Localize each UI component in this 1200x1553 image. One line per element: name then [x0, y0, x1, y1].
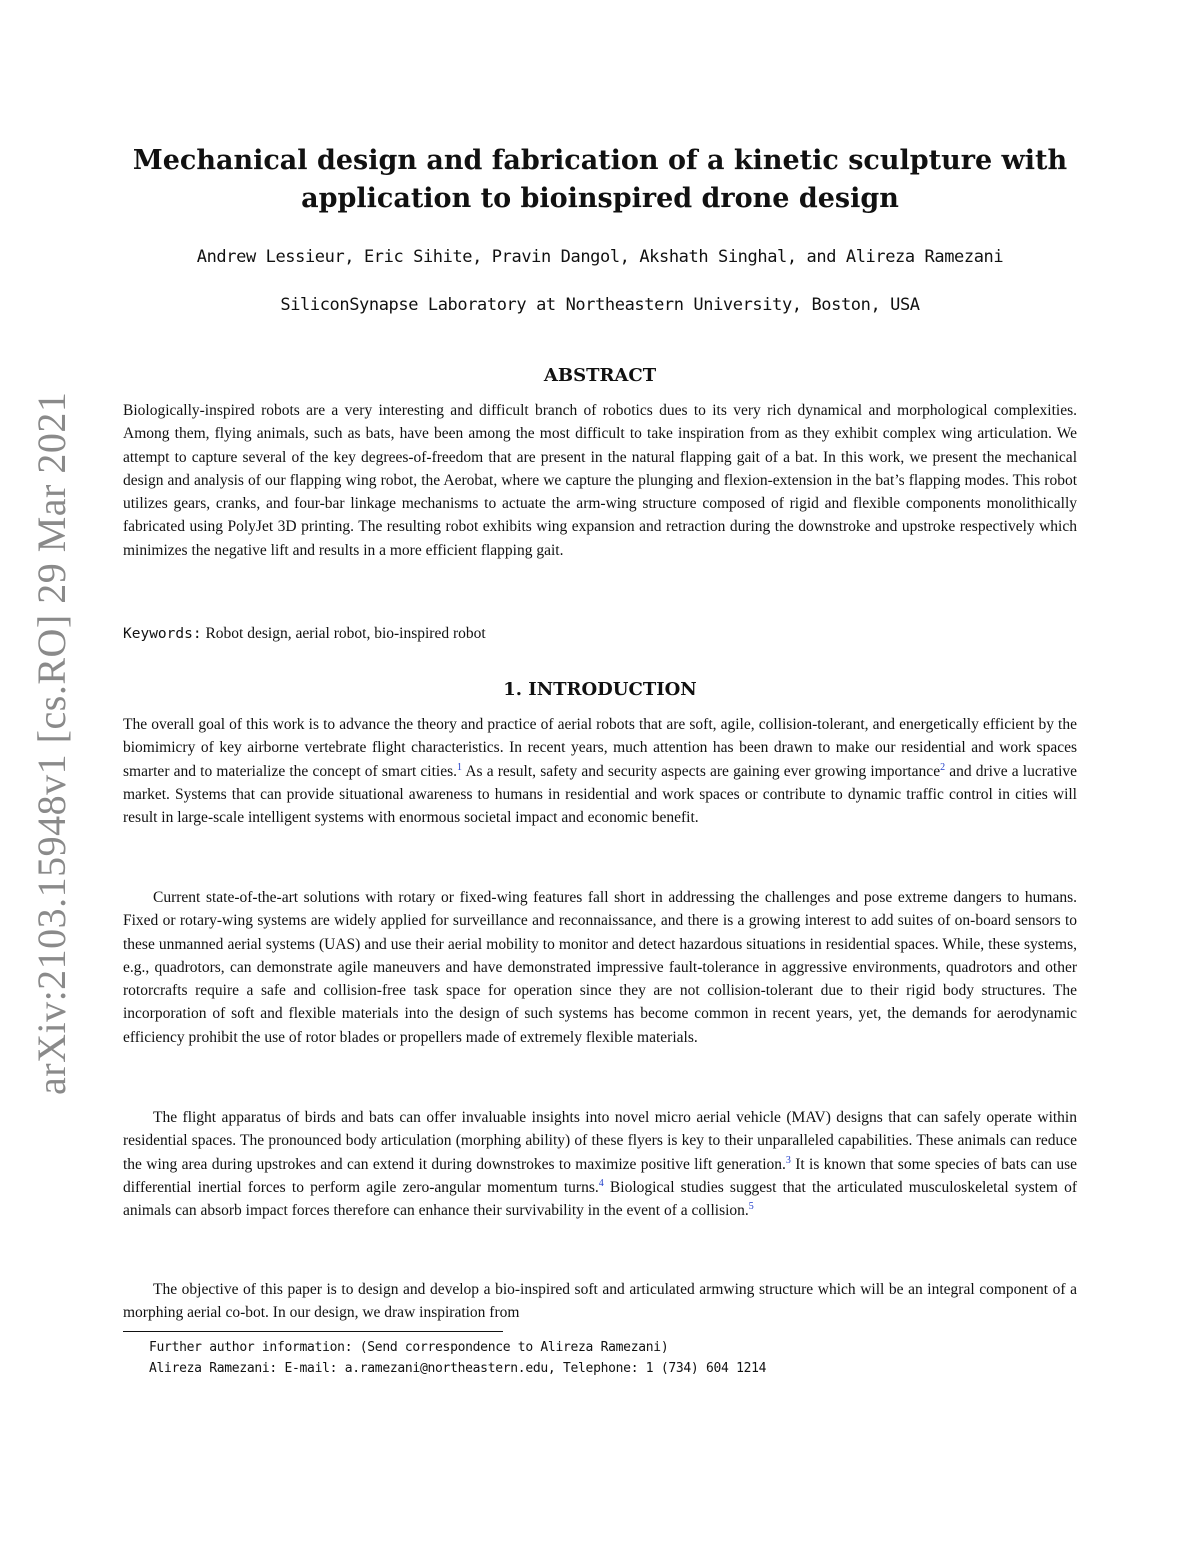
intro-p1-text-a: The overall goal of this work is to advance the theory and practice of aerial robots that are soft, agile, collision-tolerant, and energetically efficient by the biomimicry of key airborne vertebrate flight characteristics. In recent years, much attention has been drawn to make our residential and work spaces smarter and to materialize the concept of smart cities.: [123, 716, 1077, 780]
footnotes: [149, 1337, 1077, 1379]
intro-paragraph-1: [123, 713, 1077, 829]
author-affiliation: SiliconSynapse Laboratory at Northeastern University, Boston, USA: [280, 295, 920, 315]
introduction-heading: 1. INTRODUCTION: [503, 679, 697, 700]
citation-ref-2[interactable]: 2: [940, 761, 946, 773]
footnote-divider: [123, 1331, 503, 1332]
citation-ref-4[interactable]: 4: [598, 1177, 604, 1189]
keywords-line: [123, 622, 1077, 646]
citation-ref-5[interactable]: 5: [748, 1201, 754, 1213]
citation-ref-1[interactable]: 1: [457, 761, 463, 773]
abstract-section: [123, 399, 1077, 562]
abstract-text: Biologically-inspired robots are a very interesting and difficult branch of robotics dues to its very rich dynamical and morphological complexities. Among them, flying animals, such as bats, have been among the most difficult to take inspiration from as they exhibit complex wing articulation. We attempt to capture several of the key degrees-of-freedom that are present in the natural flapping gait of a bat. In this work, we present the mechanical design and analysis of our flapping wing robot, the Aerobat, where we capture the plunging and flexion-extension in the bat’s flapping modes. This robot utilizes gears, cranks, and four-bar linkage mechanisms to actuate the arm-wing structure composed of rigid and flexible components monolithically fabricated using PolyJet 3D printing. The resulting robot exhibits wing expansion and retraction during the downstroke and upstroke respectively which minimizes the negative lift and results in a more efficient flapping gait.: [123, 402, 1077, 559]
footnote-contact: Alireza Ramezani: E-mail: a.ramezani@northeastern.edu, Telephone: 1 (734) 604 1214: [149, 1361, 767, 1376]
intro-p2-text: Current state-of-the-art solutions with rotary or fixed-wing features fall short in addressing the challenges and pose extreme dangers to humans. Fixed or rotary-wing systems are widely applied for surveillance and reconnaissance, and there is a growing interest to add suites of on-board sensors to these unmanned aerial systems (UAS) and use their aerial mobility to monitor and detect hazardous situations in residential spaces. While, these systems, e.g., quadrotors, can demonstrate agile maneuvers and have demonstrated impressive fault-tolerance in aggressive environments, quadrotors and other rotorcrafts require a safe and collision-free task space for operation since they are not collision-tolerant due to their rigid body structures. The incorporation of soft and flexible materials into the design of such systems has become common in recent years, yet, the demands for aerodynamic efficiency prohibit the use of rotor blades or propellers made of extremely flexible materials.: [123, 889, 1077, 1046]
intro-paragraph-3: [123, 1106, 1077, 1222]
intro-p1-text-b: As a result, safety and security aspects are gaining ever growing importance: [462, 762, 941, 780]
abstract-heading: ABSTRACT: [543, 365, 657, 386]
intro-p3-text-c: Biological studies suggest that the articulated musculoskeletal system of animals can absorb impact forces therefore can enhance their survivability in the event of a collision.: [123, 1178, 1077, 1220]
keywords-label: Keywords:: [123, 626, 202, 642]
citation-ref-3[interactable]: 3: [785, 1154, 791, 1166]
intro-paragraph-4: [123, 1278, 1077, 1325]
arxiv-identifier-stamp: arXiv:2103.15948v1 [cs.RO] 29 Mar 2021: [29, 391, 74, 1095]
paper-title: Mechanical design and fabrication of a kinetic sculpture with application to bioinspired drone design: [132, 145, 1068, 214]
intro-p4-text: The objective of this paper is to design and develop a bio-inspired soft and articulated armwing structure which will be an integral component of a morphing aerial co-bot. In our design, we draw inspiration from: [123, 1281, 1077, 1322]
author-list: Andrew Lessieur, Eric Sihite, Pravin Dangol, Akshath Singhal, and Alireza Ramezani: [196, 247, 1004, 267]
intro-paragraph-2: [123, 886, 1077, 1049]
keywords-text: Robot design, aerial robot, bio-inspired robot: [205, 625, 486, 642]
footnote-author-info: Further author information: (Send correspondence to Alireza Ramezani): [149, 1340, 669, 1355]
intro-p3-text-b: It is known that some species of bats can use differential inertial forces to perform agile zero-angular momentum turns.: [123, 1155, 1077, 1196]
intro-p1-text-c: and drive a lucrative market. Systems that can provide situational awareness to humans in residential and work spaces or contribute to dynamic traffic control in cities will result in large-scale intelligent systems with enormous societal impact and economic benefit.: [123, 762, 1078, 827]
intro-p3-text-a: The flight apparatus of birds and bats can offer invaluable insights into novel micro aerial vehicle (MAV) designs that can safely operate within residential spaces. The pronounced body articulation (morphing ability) of these flyers is key to their unparalleled capabilities. These animals can reduce the wing area during upstrokes and can extend it during downstrokes to maximize positive lift generation.: [123, 1109, 1077, 1173]
